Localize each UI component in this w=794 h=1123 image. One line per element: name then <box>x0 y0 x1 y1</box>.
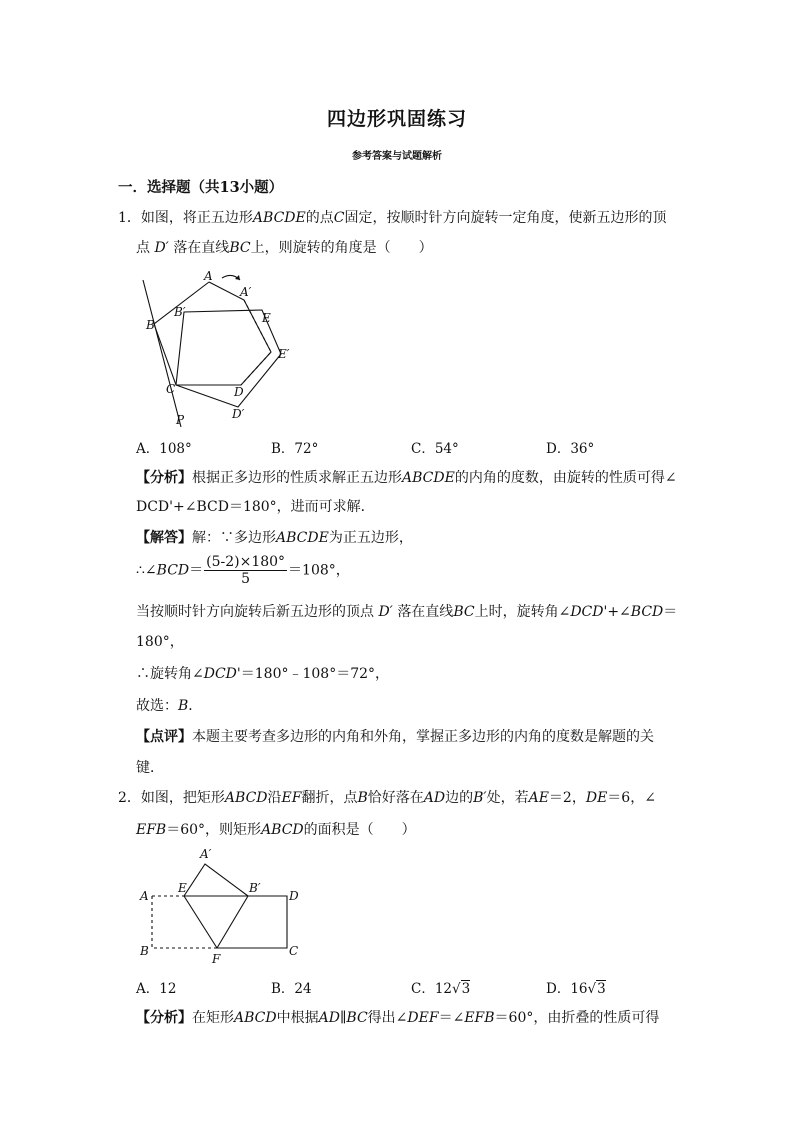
q1-solution-line1: 【解答】解：∵多边形ABCDE为正五边形， <box>136 530 413 546</box>
q1-calc-line: ∴∠BCD＝ $\frac{(5-2)\times 180^\circ}{5}$ ＝108°， <box>136 554 350 587</box>
rect-dashed-part <box>152 896 217 948</box>
page-subtitle: 参考答案与试题解析 <box>352 151 442 162</box>
q1-analysis-line1: 【分析】根据正多边形的性质求解正五边形ABCDE的内角的度数，由旋转的性质可得∠ <box>136 470 677 486</box>
q1-option-a[interactable]: A．108° <box>136 441 192 457</box>
pentagon-abcde <box>154 282 271 385</box>
fig1-label-c: C <box>166 382 176 396</box>
folded-triangle <box>184 864 248 896</box>
line-fb2 <box>217 896 248 948</box>
fig2-label-e: E <box>178 881 187 895</box>
q1-option-d[interactable]: D．36° <box>546 441 595 457</box>
q2-stem-line1: 2．如图，把矩形ABCD沿EF翻折，点B恰好落在AD边的B′处，若AE＝2，DE＝6，∠ <box>118 790 656 806</box>
fig2-label-c: C <box>289 944 299 958</box>
fig1-label-b2: B′ <box>174 305 186 319</box>
q1-solution-line4: 180°， <box>136 634 184 650</box>
q2-analysis-line1: 【分析】在矩形ABCD中根据AD∥BC得出∠DEF＝∠EFB＝60°，由折叠的性质可得 <box>136 1010 660 1026</box>
q1-stem-line2: 点 D′ 落在直线BC上，则旋转的角度是（ ） <box>136 240 433 256</box>
fig1-label-d2: D′ <box>232 407 245 421</box>
section-heading: 一．选择题（共13小题） <box>118 179 284 196</box>
fig2-label-a2: A′ <box>200 847 212 861</box>
fig2-label-f: F <box>212 952 221 966</box>
q2-option-c[interactable]: C．12√3 <box>411 981 471 997</box>
fig1-label-d: D <box>234 385 244 399</box>
q1-comment-line2: 键． <box>136 760 164 776</box>
q1-option-b[interactable]: B．72° <box>271 441 319 457</box>
calc-fraction: $\frac{(5-2)\times 180^\circ}{5}$ <box>206 554 286 587</box>
page-title: 四边形巩固练习 <box>326 108 467 130</box>
q1-pentagon-figure <box>136 262 306 432</box>
fig2-label-d: D <box>289 889 299 903</box>
fig2-label-b2: B′ <box>249 881 261 895</box>
arrow-head-icon <box>235 275 240 280</box>
q1-analysis-line2: DCD'+∠BCD＝180°，进而可求解． <box>136 499 375 515</box>
q2-option-b[interactable]: B．24 <box>271 981 312 997</box>
q1-option-c[interactable]: C．54° <box>411 441 459 457</box>
fig1-label-a2: A′ <box>240 285 252 299</box>
q1-stem-line1: 1．如图，将正五边形ABCDE的点C固定，按顺时针方向旋转一定角度，使新五边形的顶 <box>118 210 667 226</box>
q2-option-a[interactable]: A．12 <box>136 981 177 997</box>
line-bc <box>143 280 181 427</box>
q1-choose-line: 故选：B． <box>136 698 203 714</box>
q2-rectangle-figure <box>132 844 307 969</box>
fig1-label-b: B <box>146 318 155 332</box>
fig1-label-e2: E′ <box>278 347 290 361</box>
fold-line-ef <box>184 896 217 948</box>
q2-stem-line2: EFB＝60°，则矩形ABCD的面积是（ ） <box>136 822 416 838</box>
q1-solution-line3: 当按顺时针方向旋转后新五边形的顶点 D′ 落在直线BC上时，旋转角∠DCD'+∠BCD＝ <box>136 604 678 620</box>
fig2-label-a: A <box>140 889 149 903</box>
q2-option-d[interactable]: D．16√3 <box>546 981 606 997</box>
q1-rotation-line: ∴旋转角∠DCD'＝180°﹣108°＝72°， <box>136 666 390 682</box>
rect-solid-part <box>184 896 287 948</box>
q1-comment-line1: 【点评】本题主要考查多边形的内角和外角，掌握正多边形的内角的度数是解题的关 <box>136 729 654 745</box>
fig1-label-e: E <box>262 311 271 325</box>
fig1-label-a: A <box>204 269 213 283</box>
fig1-label-p: P <box>176 413 185 427</box>
fig2-label-b: B <box>140 944 149 958</box>
